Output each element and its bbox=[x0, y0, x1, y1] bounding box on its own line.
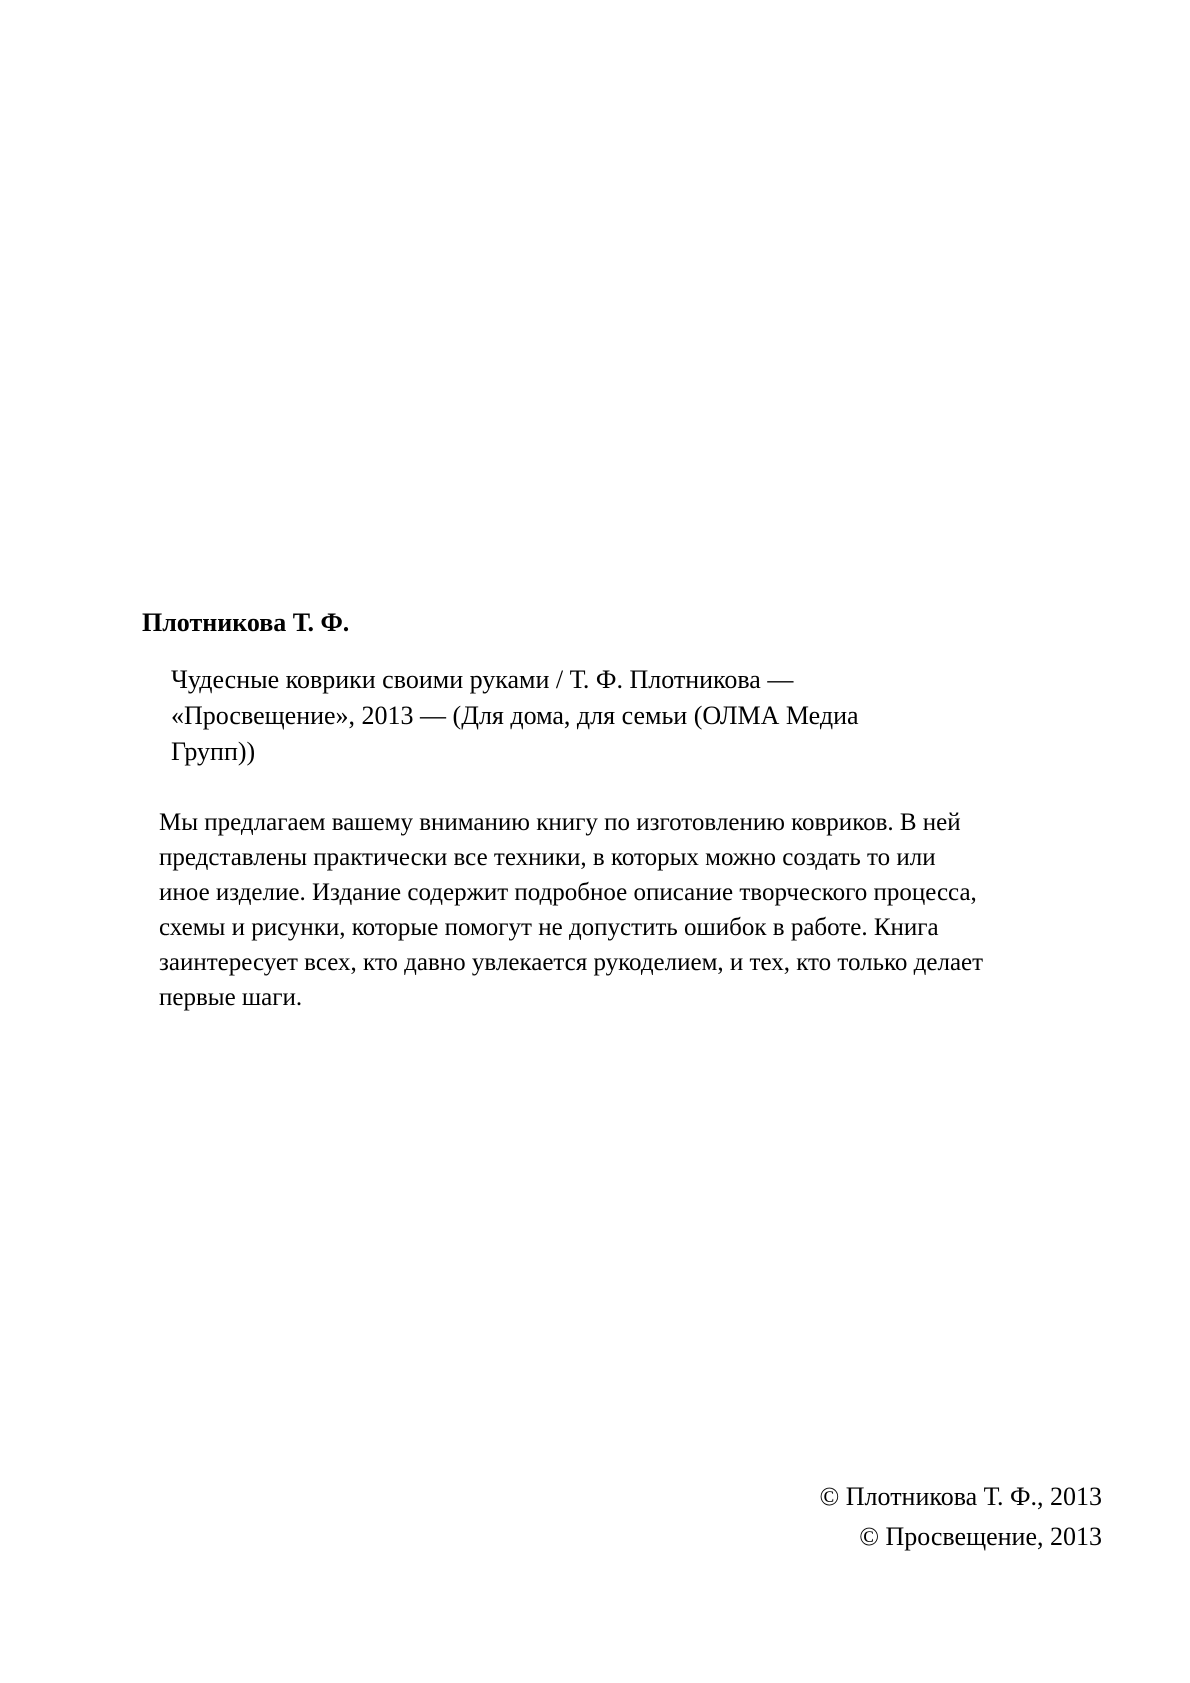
annotation-line: схемы и рисунки, которые помогут не допустить ошибок в работе. Книга bbox=[159, 914, 939, 941]
copyright-block bbox=[820, 1477, 1102, 1557]
annotation-line: первые шаги. bbox=[159, 984, 303, 1011]
author-heading: Плотникова Т. Ф. bbox=[142, 608, 350, 637]
bibliographic-record bbox=[171, 662, 1051, 770]
copyright-publisher: © Просвещение, 2013 bbox=[859, 1522, 1102, 1551]
annotation-line: заинтересует всех, кто давно увлекается рукоделием, и тех, кто только делает bbox=[159, 949, 984, 976]
annotation-line: иное изделие. Издание содержит подробное описание творческого процесса, bbox=[159, 879, 977, 906]
annotation bbox=[159, 805, 1109, 1015]
bibliographic-line: Чудесные коврики своими руками / Т. Ф. Плотникова — bbox=[171, 665, 794, 694]
bibliographic-line: Групп)) bbox=[171, 737, 256, 766]
annotation-line: Мы предлагаем вашему вниманию книгу по изготовлению ковриков. В ней bbox=[159, 809, 961, 836]
bibliographic-line: «Просвещение», 2013 — (Для дома, для семьи (ОЛМА Медиа bbox=[171, 701, 859, 730]
copyright-author: © Плотникова Т. Ф., 2013 bbox=[819, 1482, 1102, 1511]
annotation-line: представлены практически все техники, в которых можно создать то или bbox=[159, 844, 936, 871]
